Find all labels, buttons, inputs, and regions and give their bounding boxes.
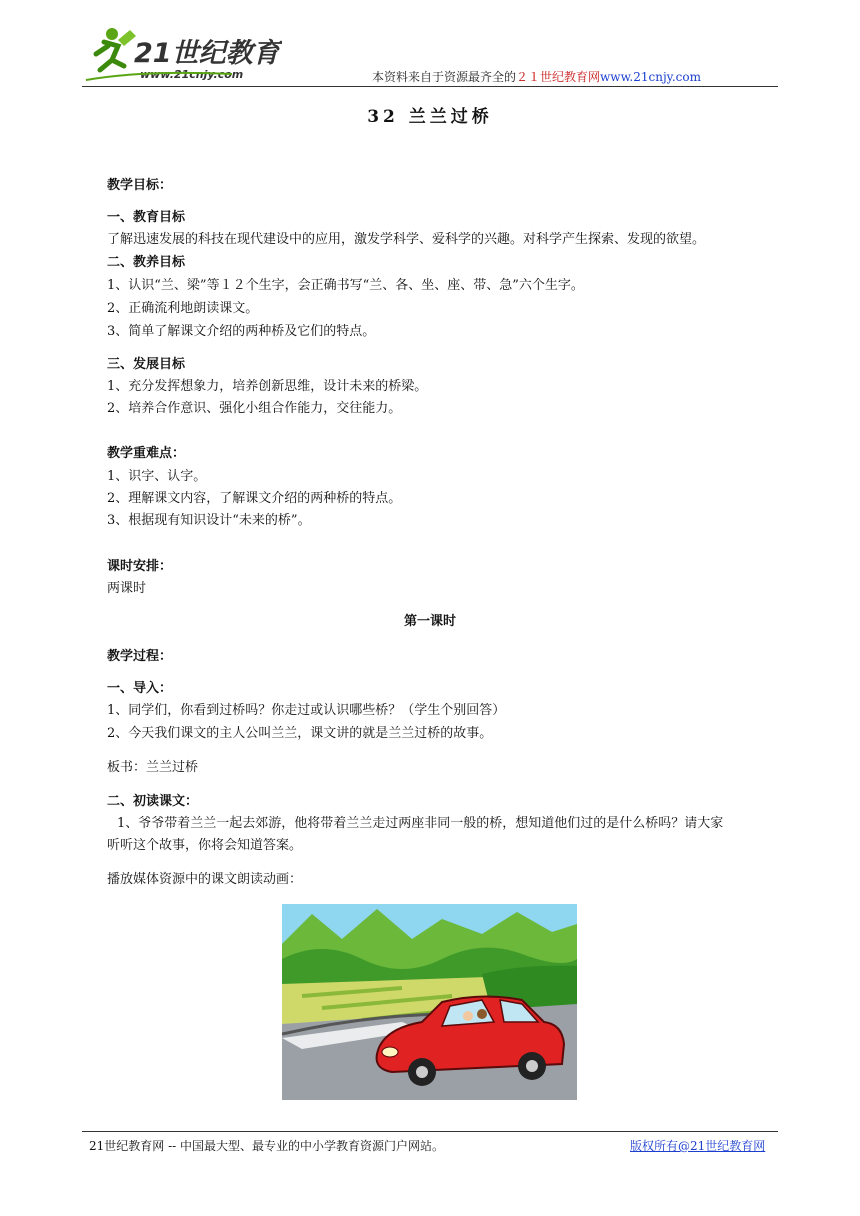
subheading-education-goals: 一、教育目标	[107, 210, 186, 225]
header-site-url[interactable]: www.21cnjy.com	[600, 70, 701, 84]
section-heading-goals: 教学目标：	[107, 178, 173, 193]
list-item: 2、培养合作意识、强化小组合作能力，交往能力。	[107, 401, 402, 416]
subheading-training-goals: 二、教养目标	[107, 255, 186, 270]
section-heading-key-points: 教学重难点：	[107, 446, 186, 461]
header-divider	[82, 86, 778, 87]
logo-url: www.21cnjy.com	[140, 68, 244, 81]
list-item: 3、根据现有知识设计“未来的桥”。	[107, 513, 311, 528]
paragraph-first-reading-cont: 听听这个故事，你将会知道答案。	[107, 838, 303, 853]
list-item: 2、今天我们课文的主人公叫兰兰，课文讲的就是兰兰过桥的故事。	[107, 726, 493, 741]
header-note-prefix: 本资料来自于资源最齐全的	[372, 70, 517, 84]
page-title: 32 兰兰过桥	[367, 107, 493, 127]
logo-wordmark: 21世纪教育	[134, 38, 280, 69]
schedule-value: 两课时	[107, 581, 147, 596]
footer-copyright-link[interactable]: 版权所有@21世纪教育网	[630, 1139, 766, 1153]
list-item: 2、正确流利地朗读课文。	[107, 301, 259, 316]
list-item: 3、简单了解课文介绍的两种桥及它们的特点。	[107, 324, 376, 339]
media-instruction: 播放媒体资源中的课文朗读动画：	[107, 872, 303, 887]
header-note	[372, 68, 701, 85]
list-item: 1、认识“兰、梁”等１２个生字，会正确书写“兰、各、坐、座、带、急”六个生字。	[107, 278, 584, 293]
section-heading-schedule: 课时安排：	[107, 559, 173, 574]
car-illustration	[282, 904, 577, 1100]
header-site-name[interactable]: ２１世纪教育网	[516, 70, 601, 84]
subheading-intro: 一、导入：	[107, 681, 173, 696]
board-note: 板书：兰兰过桥	[107, 760, 199, 775]
footer-description: 21世纪教育网 -- 中国最大型、最专业的中小学教育资源门户网站。	[89, 1139, 445, 1153]
list-item: 1、同学们，你看到过桥吗？你走过或认识哪些桥？（学生个别回答）	[107, 703, 506, 718]
subheading-development-goals: 三、发展目标	[107, 357, 186, 372]
list-item: 1、充分发挥想象力，培养创新思维，设计未来的桥梁。	[107, 379, 428, 394]
footer-divider	[82, 1131, 778, 1132]
paragraph-first-reading: 1、爷爷带着兰兰一起去郊游，他将带着兰兰走过两座非同一般的桥，想知道他们过的是什么桥吗？请大家	[117, 816, 724, 831]
lesson-heading: 第一课时	[403, 614, 456, 629]
paragraph-education-goal: 了解迅速发展的科技在现代建设中的应用，激发学科学、爱科学的兴趣。对科学产生探索、发现的欲望。	[107, 232, 706, 247]
list-item: 1、识字、认字。	[107, 469, 207, 484]
site-logo	[82, 22, 282, 84]
subheading-first-reading: 二、初读课文：	[107, 794, 199, 809]
section-heading-process: 教学过程：	[107, 649, 173, 664]
list-item: 2、理解课文内容，了解课文介绍的两种桥的特点。	[107, 491, 402, 506]
